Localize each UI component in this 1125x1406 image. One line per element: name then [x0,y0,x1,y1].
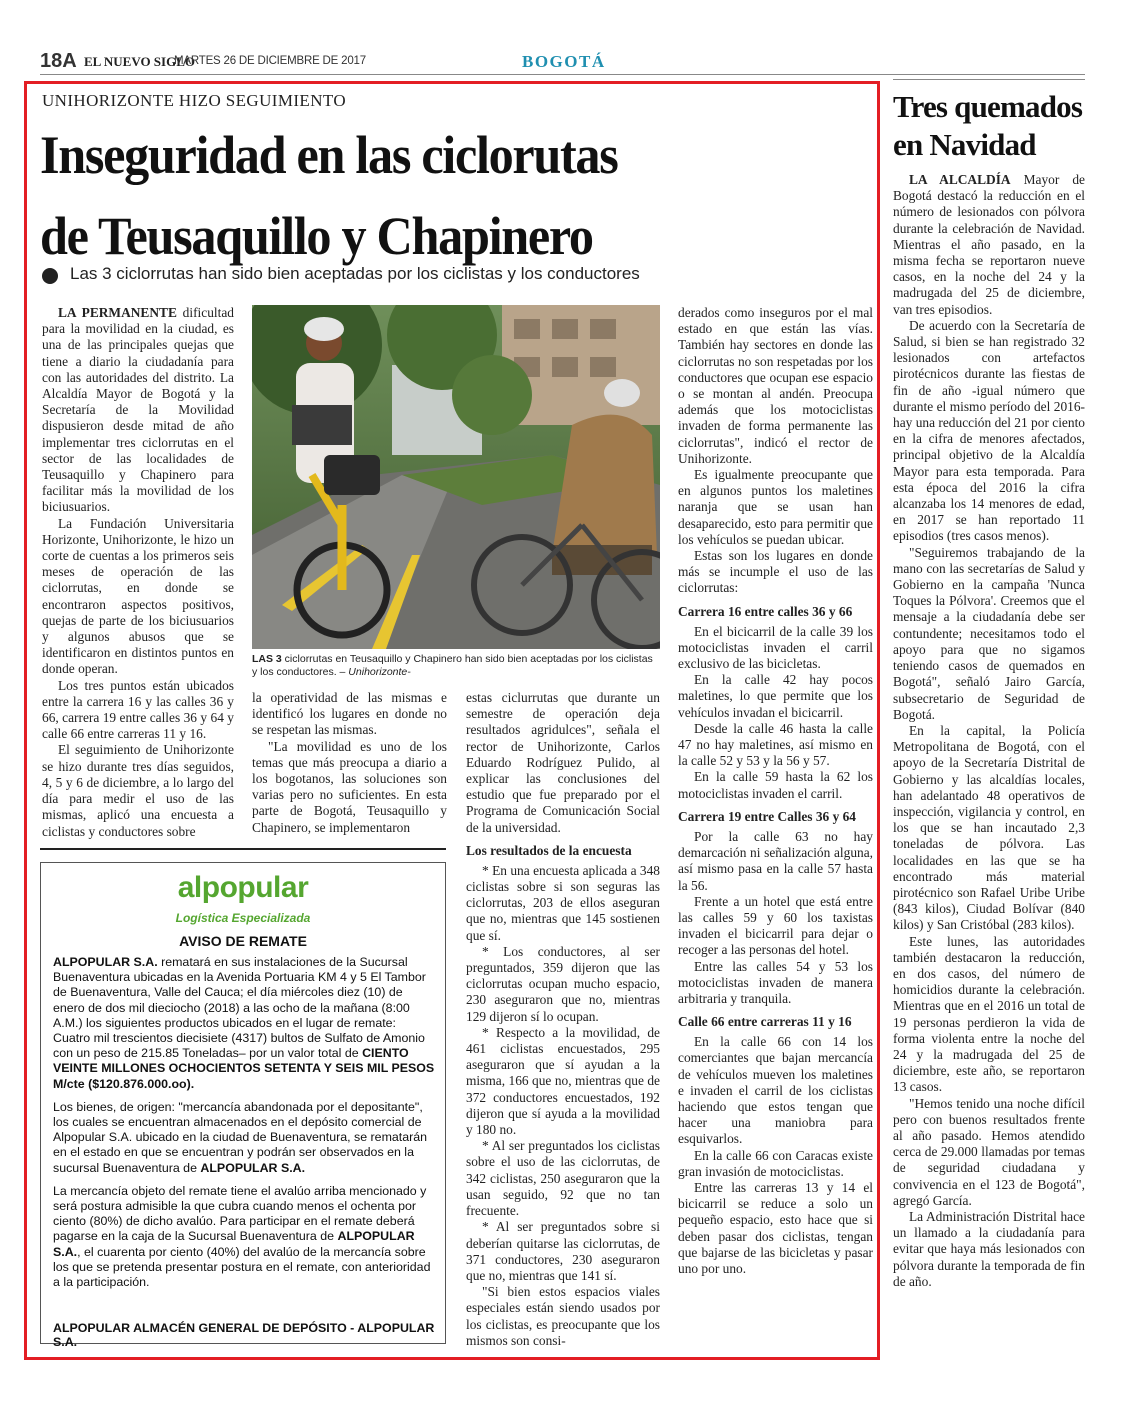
subheading: Calle 66 entre carreras 11 y 16 [678,1014,852,1030]
ad-bold-text: ALPOPULAR S.A. [53,1229,415,1259]
paragraph: Este lunes, las autoridades también destacaron la reducción, en dos casos, del número de homicidios durante la celebración. Mientras que en el 2016 un total de 19 personas perdieron la vida de forma violenta entre la noche del 24 y la madrugada del 25 de diciembre, este año, se reportaron 13 casos. [893,933,1085,1095]
ad-text: La mercancía objeto del remate tiene el avalúo arriba mencionado y será postura admisible la que cubra cuando menos el ochenta por ciento (80%) de dicho avalúo. Para participar en el remate deberá pagarse en la caja de la Sucursal Buenaventura de [53,1183,427,1244]
paragraph: "Seguiremos trabajando de la mano con las secretarías de Salud y Gobierno en la campaña 'Nunca Toques la Pólvora'. Creemos que el mensaje a la ciudadanía debe ser contundente; necesitamos todo el apoyo para que no sigamos teniendo casos de quemados en Bogotá", señaló Jairo García, subsecretario de Seguridad de Bogotá. [893,544,1085,722]
paragraph: Entre las carreras 13 y 14 el bicicarril se reduce a solo un pequeño espacio, esto hace que si deben pasar dos ciclistas, tengan que bajarse de las bicicletas y pasar uno por uno. [678,1179,873,1276]
ad-bold-text: ALPOPULAR S.A. [200,1160,306,1175]
page-number: 18A [40,50,77,72]
paragraph: La Administración Distrital hace un llamado a la ciudadanía para evitar que haya más lesionados con pólvora durante la temporada de fin de año. [893,1209,1085,1289]
paragraph-text: Mayor de Bogotá destacó la reducción en el número de lesionados con pólvora durante la celebración de Navidad. Mientras el año pasado, en la misma fecha se reportaron nueve casos, en la noche del 24 y la madrugada del 25 de diciembre, van tres episodios. [893,172,1085,317]
ad-bold-text: CIENTO VEINTE MILLONES OCHOCIENTOS SETENTA Y SEIS MIL PESOS M/cte ($120.876.000.oo). [53,1046,435,1091]
cyclists-photo [252,305,660,649]
article-kicker: UNIHORIZONTE HIZO SEGUIMIENTO [42,91,347,110]
sidebar-headline: Tres quemados en Navidad [893,89,1083,162]
ad-paragraph [53,955,435,1092]
ad-text: rematará en sus instalaciones de la Sucursal Buenaventura ubicadas en la Avenida Portuaria KM 4 y 5 El Tambor de Buenaventura, Valle del Cauca; el día miércoles diez (10) de enero de dos mil dieciocho (2018) a las ocho de la mañana (8:00 A.M.) los siguientes productos ubicados en el lugar de remate: Cuatro mil trescientos diecisiete (4317) bultos de Sulfato de Amonio con un peso de 215.85 Toneladas– por un valor total de [53,955,426,1061]
article-subhead: Las 3 ciclorrutas han sido bien aceptadas por los ciclistas y los conductores [70,264,640,283]
ad-paragraph [53,1184,435,1290]
article-column-2 [252,690,447,836]
paragraph: En la capital, la Policía Metropolitana de Bogotá, con el apoyo de la Secretaría Distrital de Gobierno y las alcaldías locales, han adelantado 48 operativos de inspección, vigilancia y control, en los que se han incautado 2,3 toneladas de pólvora. Las localidades en las que se ha encontrado más material pirotécnico son Rafael Uribe Uribe (843 kilos), Ciudad Bolívar (840 kilos) y San Cristóbal (283 kilos). [893,722,1085,933]
paragraph [893,172,1085,318]
ad-divider [40,848,446,850]
paragraph: En la calle 59 hasta la 62 los motociclistas invaden el carril. [678,769,873,801]
paragraph: * Respecto a la movilidad, de 461 ciclistas encuestados, 295 aseguraron que sí ayudan a la misma, 166 que no, mientras que de 372 conductores encuestados, 192 dijeron que sí ayuda a la movilidad y 180 no. [466,1024,660,1138]
paragraph: Por la calle 63 no hay demarcación ni señalización alguna, así mismo pasa en la calle 57 hasta la 56. [678,828,873,893]
paragraph: "Hemos tenido una noche difícil pero con buenos resultados frente al año pasado. Hemos atendido cerca de 29.000 llamadas por temas de seguridad ciudadana y convivencia en el 123 de Bogotá", agregó García. [893,1095,1085,1208]
caption-text: ciclorrutas en Teusaquillo y Chapinero han sido bien aceptadas por los ciclistas y los conductores. – [252,653,653,678]
caption-lead: LAS 3 [252,653,282,665]
ad-paragraph [53,1100,435,1176]
paragraph: Frente a un hotel que está entre las calles 59 y 60 los taxistas invaden el bicicarril para dejar o recoger a las personas del hotel. [678,893,873,958]
issue-date: MARTES 26 DE DICIEMBRE DE 2017 [174,55,366,67]
ad-title: AVISO DE REMATE [179,933,307,949]
article-column-3 [466,690,660,1349]
article-headline [40,115,812,277]
paragraph: "La movilidad es uno de los temas que más preocupa a diario a los bogotanos, las soluciones son varias pero no suficientes. En esta parte de Bogotá, Teusaquillo y Chapinero, se implementaron [252,738,447,835]
sidebar-column [893,172,1085,1290]
ad-body [53,955,435,1298]
lead-in: LA PERMANENTE [58,305,177,320]
ad-text: , el cuarenta por ciento (40%) del avalúo de la mercancía sobre los que se pretenda presentar postura en el remate, con anterioridad a la participación. [53,1244,431,1290]
article-column-1 [42,305,234,840]
paragraph: * En una encuesta aplicada a 348 ciclistas sobre si son seguras las ciclorrutas, 203 de ellos aseguran que no, mientras que 145 sostienen que sí. [466,862,660,943]
paragraph: * Al ser preguntados los ciclistas sobre el uso de las ciclorrutas, de 342 ciclistas, 250 aseguraron que la usan seguido, 92 que no tan frecuente. [466,1138,660,1219]
page-folio [40,50,1085,76]
newspaper-name: EL NUEVO SIGLO [84,54,195,69]
paragraph: "Si bien estos espacios viales especiales están siendo usados por los ciclistas, es preocupante que los mismos son consi- [466,1284,660,1348]
ad-text: Los bienes, de origen: "mercancía abandonada por el depositante", los cuales se encuentran almacenados en el depósito comercial de Alpopular S.A. ubicado en la ciudad de Buenaventura, se rematarán en el estado en que se encuentran y podrán ser observados en la sucursal Buenaventura de [53,1099,428,1175]
paragraph: Entre las calles 54 y 53 los motociclistas invaden de manera arbitraria y tranquila. [678,958,873,1006]
subheading: Carrera 16 entre calles 36 y 66 [678,603,853,619]
ad-bold-text: ALPOPULAR S.A. [53,955,158,969]
paragraph: En la calle 66 con Caracas existe gran invasión de motociclistas. [678,1147,873,1179]
section-name: BOGOTÁ [522,52,606,71]
subheading: Los resultados de la encuesta [466,842,632,858]
paragraph: Estas son los lugares en donde más se incumple el uso de las ciclorrutas: [678,548,873,596]
paragraph: Es igualmente preocupante que en algunos puntos los maletines naranja que se usan han desaparecido, esto para permitir que los vehículos se puedan ubicar. [678,467,873,547]
paragraph: Desde la calle 46 hasta la calle 47 no hay maletines, así mismo en la calle 52 y 53 y la 56 y 57. [678,720,873,769]
lead-in: LA ALCALDÍA [909,172,1011,187]
paragraph: derados como inseguros por el mal estado en que están las vías. También hay sectores en donde las ciclorrutas no son respetadas por los conductores que ocupan ese espacio o se montan al andén. Preocupa además que los motociclistas invaden de forma permanente las ciclorrutas", indicó el rector de Unihorizonte. [678,305,873,466]
paragraph: En la calle 66 con 14 los comerciantes que bajan mercancía de vehículos mueven los maletines e invaden el carril de los ciclistas haciendo que estos tengan que hacer una maniobra para esquivarlos. [678,1034,873,1147]
paragraph: la operatividad de las mismas e identificó los lugares en donde no se respetan las mismas. [252,690,447,738]
photo-credit: Unihorizonte- [345,666,411,678]
auction-notice-ad [40,862,446,1349]
subheading: Carrera 19 entre Calles 36 y 64 [678,808,857,824]
paragraph: estas ciclurrutas que durante un semestre de operación deja resultados agridulces", señala el rector de Unihorizonte, Carlos Eduardo Rodríguez Pulido, al explicar las conclusiones del estudio que fue preparado por el Programa de Comunicación Social de la universidad. [466,690,660,835]
photo-caption [252,653,660,679]
article-column-4 [678,305,873,1277]
ad-tagline: Logística Especializada [175,911,311,925]
headline-line-2: de Teusaquillo y Chapinero [40,206,593,266]
bullet-dot-icon [42,268,58,284]
folio-rule [40,74,1085,75]
paragraph: El seguimiento de Unihorizonte se hizo durante tres días seguidos, 4, 5 y 6 de diciembre, a lo largo del día para medir el uso de las mismas, aplicó una encuesta a ciclistas y conductores sobre [42,742,234,839]
paragraph: De acuerdo con la Secretaría de Salud, si bien se han registrado 32 lesionados con artefactos pirotécnicos durante las fiestas de fin de año -igual número que durante el mismo período del 2016- hay una reducción del 21 por ciento en la cifra de menores afectados, principal objetivo de la Alcaldía Mayor para esta temporada. Para esta época del 2016 la cifra alcanzaba los 14 menores de edad, en 2017 se han reportado 11 episodios (tres casos menos). [893,317,1085,544]
paragraph: La Fundación Universitaria Horizonte, Unihorizonte, le hizo un corte de cuentas a los primeros seis meses de operación de las ciclorrutas, en donde se encontraron aspectos positivos, quejas de parte de los biciusuarios y algunos abusos que se identificaron en distintos puntos en donde operan. [42,515,234,677]
paragraph: * Al ser preguntados sobre si deberían quitarse las ciclorrutas, de 371 conductores, 230 aseguraron que no, mientras que 141 sí. [466,1219,660,1283]
paragraph [42,305,234,516]
sidebar-rule [893,79,1085,80]
ad-footer: ALPOPULAR ALMACÉN GENERAL DE DEPÓSITO - ALPOPULAR S.A. [53,1321,435,1349]
paragraph: * Los conductores, al ser preguntados, 359 dijeron que las ciclorrutas ocupan mucho espacio, 230 aseguraron que no, mientras 129 dijeron sí lo ocupan. [466,943,660,1024]
alpopular-logo: alpopular [177,871,309,904]
paragraph-text: dificultad para la movilidad en la ciudad, es una de las principales quejas que tiene a diario la ciudadanía para con las autoridades del distrito. La Alcaldía Mayor de Bogotá y la Secretaría de la Movilidad dispusieron desde mitad de año implementar tres ciclorrutas en el sector de las localidades de Teusaquillo y Chapinero para facilitar más la movilidad de los biciusuarios. [42,305,234,515]
paragraph: En el bicicarril de la calle 39 los motociclistas invaden el carril exclusivo de las bicicletas. [678,623,873,672]
paragraph: En la calle 42 hay pocos maletines, lo que permite que los vehículos invadan el bicicarril. [678,672,873,720]
headline-line-1: Inseguridad en las ciclorutas [40,125,618,185]
paragraph: Los tres puntos están ubicados entre la carrera 16 y las calles 36 y 66, carrera 19 entre calles 36 y 64 y calle 66 entre carreras 11 y 16. [42,677,234,742]
